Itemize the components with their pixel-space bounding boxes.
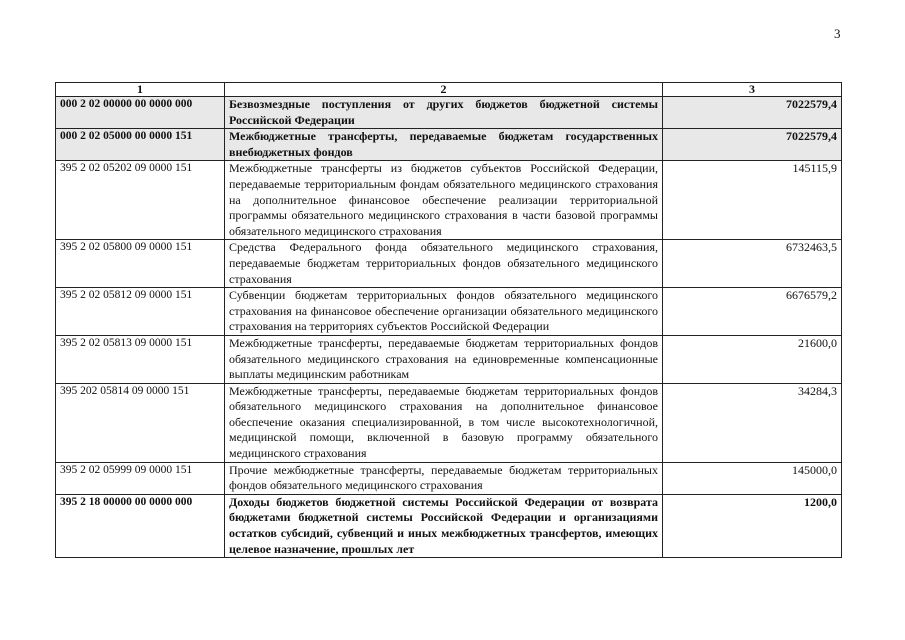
table-row (56, 161, 842, 240)
row-code-cell: 000 2 02 00000 00 0000 000 (56, 97, 225, 129)
row-code-cell: 395 2 02 05800 09 0000 151 (56, 240, 225, 288)
row-code-cell: 395 2 02 05999 09 0000 151 (56, 462, 225, 494)
row-amount-cell: 145000,0 (663, 462, 842, 494)
row-code-cell: 395 202 05814 09 0000 151 (56, 383, 225, 462)
row-amount-cell: 21600,0 (663, 335, 842, 383)
row-amount-cell: 6676579,2 (663, 288, 842, 336)
table-body (56, 97, 842, 558)
row-code-cell: 000 2 02 05000 00 0000 151 (56, 129, 225, 161)
row-name-cell: Прочие межбюджетные трансферты, передаваемые бюджетам территориальных фондов обязательного медицинского страхования (225, 462, 663, 494)
row-amount-cell: 7022579,4 (663, 129, 842, 161)
row-name-cell: Межбюджетные трансферты, передаваемые бюджетам территориальных фондов обязательного медицинского страхования на единовременные компенсационные выплаты медицинским работникам (225, 335, 663, 383)
table-row (56, 462, 842, 494)
row-amount-cell: 34284,3 (663, 383, 842, 462)
row-name-cell: Субвенции бюджетам территориальных фондов обязательного медицинского страхования на финансовое обеспечение организации обязательного медицинского страхования на территориях субъектов Российской Федерации (225, 288, 663, 336)
column-header-code: 1 (56, 83, 225, 97)
column-header-amount: 3 (663, 83, 842, 97)
table-header-row (56, 83, 842, 97)
table-row (56, 97, 842, 129)
table-row (56, 288, 842, 336)
row-amount-cell: 1200,0 (663, 494, 842, 557)
row-name-cell: Межбюджетные трансферты, передаваемые бюджетам государственных внебюджетных фондов (225, 129, 663, 161)
revenue-table (55, 82, 842, 558)
table-row (56, 494, 842, 557)
page-number: 3 (834, 26, 841, 41)
row-code-cell: 395 2 02 05202 09 0000 151 (56, 161, 225, 240)
row-name-cell: Доходы бюджетов бюджетной системы Российской Федерации от возврата бюджетами бюджетной системы Российской Федерации и организациями остатков субсидий, субвенций и иных межбюджетных трансфертов, имеющих целевое назначение, прошлых лет (225, 494, 663, 557)
row-code-cell: 395 2 02 05813 09 0000 151 (56, 335, 225, 383)
table-row (56, 383, 842, 462)
row-name-cell: Межбюджетные трансферты из бюджетов субъектов Российской Федерации, передаваемые территориальным фондам обязательного медицинского страхования на дополнительное финансовое обеспечение реализации территориальной программы обязательного медицинского страхования в части базовой программы обязательного медицинского страхования (225, 161, 663, 240)
row-name-cell: Безвозмездные поступления от других бюджетов бюджетной системы Российской Федерации (225, 97, 663, 129)
column-header-name: 2 (225, 83, 663, 97)
row-name-cell: Межбюджетные трансферты, передаваемые бюджетам территориальных фондов обязательного медицинского страхования на дополнительное финансовое обеспечение оказания специализированной, в том числе высокотехнологичной, медицинской помощи, включенной в базовую программу обязательного медицинского страхования (225, 383, 663, 462)
row-amount-cell: 6732463,5 (663, 240, 842, 288)
table-row (56, 335, 842, 383)
row-name-cell: Средства Федерального фонда обязательного медицинского страхования, передаваемые бюджетам территориальных фондов обязательного медицинского страхования (225, 240, 663, 288)
row-amount-cell: 7022579,4 (663, 97, 842, 129)
row-amount-cell: 145115,9 (663, 161, 842, 240)
row-code-cell: 395 2 02 05812 09 0000 151 (56, 288, 225, 336)
row-code-cell: 395 2 18 00000 00 0000 000 (56, 494, 225, 557)
table-row (56, 129, 842, 161)
table-row (56, 240, 842, 288)
